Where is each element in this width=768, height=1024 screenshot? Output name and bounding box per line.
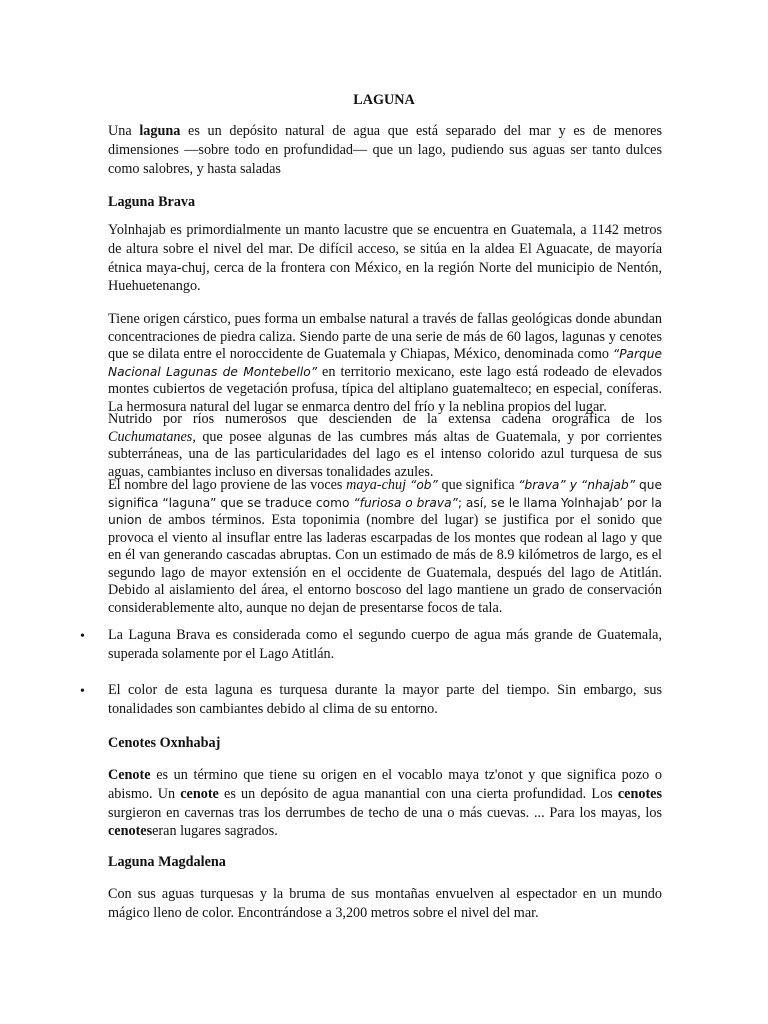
heading-laguna-brava: Laguna Brava [108, 194, 196, 210]
brava-p2-park-name: “Parque Nacional Lagunas de Montebello” [108, 347, 662, 379]
heading-laguna-magdalena: Laguna Magdalena [108, 854, 226, 870]
brava-paragraph-3 [108, 411, 662, 481]
bullet-item-1: La Laguna Brava es considerada como el segundo cuerpo de agua más grande de Guatemala, superada solamente por el Lago Atitlán. [108, 627, 662, 662]
brava-p2-text-a: Tiene origen cárstico, pues forma un embalse natural a través de fallas geológicas donde abundan concentraciones de piedra caliza. Siendo parte de una serie de más de 60 lagos, lagunas y cenotes que se dilata entre el noroccidente de Guatemala y Chiapas, México, denominada como [108, 311, 662, 362]
intro-text-rest: es un depósito natural de agua que está separado del mar y es de menores dimensiones —sobre todo en profundidad— que un lago, pudiendo sus aguas ser tanto dulces como salobres, y hasta saladas [108, 123, 662, 177]
bullet-marker-1: • [80, 629, 85, 644]
cenotes-bold-1: Cenote [108, 767, 151, 783]
brava-paragraph-2 [108, 311, 662, 416]
brava-p3-text-a: Nutrido por ríos numerosos que descienden de la extensa cadena orográfica de los [108, 411, 662, 427]
cenotes-paragraph [108, 766, 662, 841]
bullet-marker-2: • [80, 684, 85, 699]
cenotes-bold-2: cenote [180, 785, 219, 802]
brava-p4-text-d: ; así, se le llama Yolnhajab’ por la union [108, 495, 662, 527]
brava-p4-brava-nhajab: “brava” y “nhajab” [518, 478, 636, 492]
brava-paragraph-4 [108, 477, 662, 617]
brava-p4-text-b: que significa [437, 477, 519, 493]
brava-p4-ob: “ob” [406, 478, 438, 492]
bullet-item-2: El color de esta laguna es turquesa durante la mayor parte del tiempo. Sin embargo, sus tonalidades son cambiantes debido al clima de su entorno. [108, 682, 662, 717]
brava-p3-text-b: que posee algunas de las cumbres más altas de Guatemala, y por corrientes subterráneas, una de las particularidades del lago es el intenso colorido azul turquesa de sus aguas, cambiantes incluso en diversas tonalidades azules. [108, 428, 662, 480]
cenotes-bold-3: cenotes [617, 785, 662, 802]
cenotes-text-2: es un depósito de agua manantial con una cierta profundidad. Los [218, 785, 618, 802]
brava-p4-text-a: El nombre del lago proviene de las voces [108, 477, 347, 493]
brava-p4-text-e: de ambos términos. Esta toponimia (nombre del lugar) se justifica por el sonido que provoca el viento al insuflar entre las laderas escarpadas de los montes que rodean al lago y que en él van generando cascadas abruptas. Con un estimado de más de 8.9 kilómetros de largo, es el segundo lago de mayor extensión en el occidente de Guatemala, después del lago de Atitlán. Debido al aislamiento del área, el entorno boscoso del lago mantiene un grado de conservación considerablemente alto, aunque no dejan de presentarse focos de tala. [108, 512, 662, 616]
intro-paragraph [108, 122, 662, 178]
document-title: LAGUNA [353, 92, 415, 108]
brava-p4-furiosa: “furiosa o brava” [353, 495, 458, 510]
brava-p3-cuchumatanes: Cuchumatanes, [108, 428, 196, 445]
intro-text-start: Una [108, 123, 140, 139]
heading-cenotes: Cenotes Oxnhabaj [108, 735, 221, 751]
brava-p2-text-b: en territorio mexicano, este lago está rodeado de elevados montes cubiertos de vegetación profusa, típica del altiplano guatemalteco; en especial, coníferas. La hermosura natural del lugar se enmarca dentro del frío y la neblina propios del lugar. [108, 363, 662, 415]
intro-bold-term: laguna [139, 123, 181, 139]
cenotes-bold-4: cenotes [108, 823, 153, 840]
cenotes-text-3: surgieron en cavernas tras los derrumbes de techo de una o más cuevas. ... Para los mayas, los [108, 804, 662, 821]
cenotes-text-1: es un término que tiene su origen en el vocablo maya tz'onot y que significa pozo o abismo. Un [108, 767, 662, 802]
magdalena-paragraph: Con sus aguas turquesas y la bruma de sus montañas envuelven al espectador en un mundo mágico lleno de color. Encontrándose a 3,200 metros sobre el nivel del mar. [108, 886, 662, 921]
brava-p4-text-c: que significa “laguna” que se traduce como [108, 478, 662, 510]
cenotes-text-4: eran lugares sagrados. [152, 823, 278, 840]
brava-p4-maya-chuj: maya-chuj [346, 477, 407, 493]
brava-paragraph-1: Yolnhajab es primordialmente un manto lacustre que se encuentra en Guatemala, a 1142 metros de altura sobre el nivel del mar. De difícil acceso, se sitúa en la aldea El Aguacate, de mayoría étnica maya-chuj, cerca de la frontera con México, en la región Norte del municipio de Nentón, Huehuetenango. [108, 222, 662, 295]
